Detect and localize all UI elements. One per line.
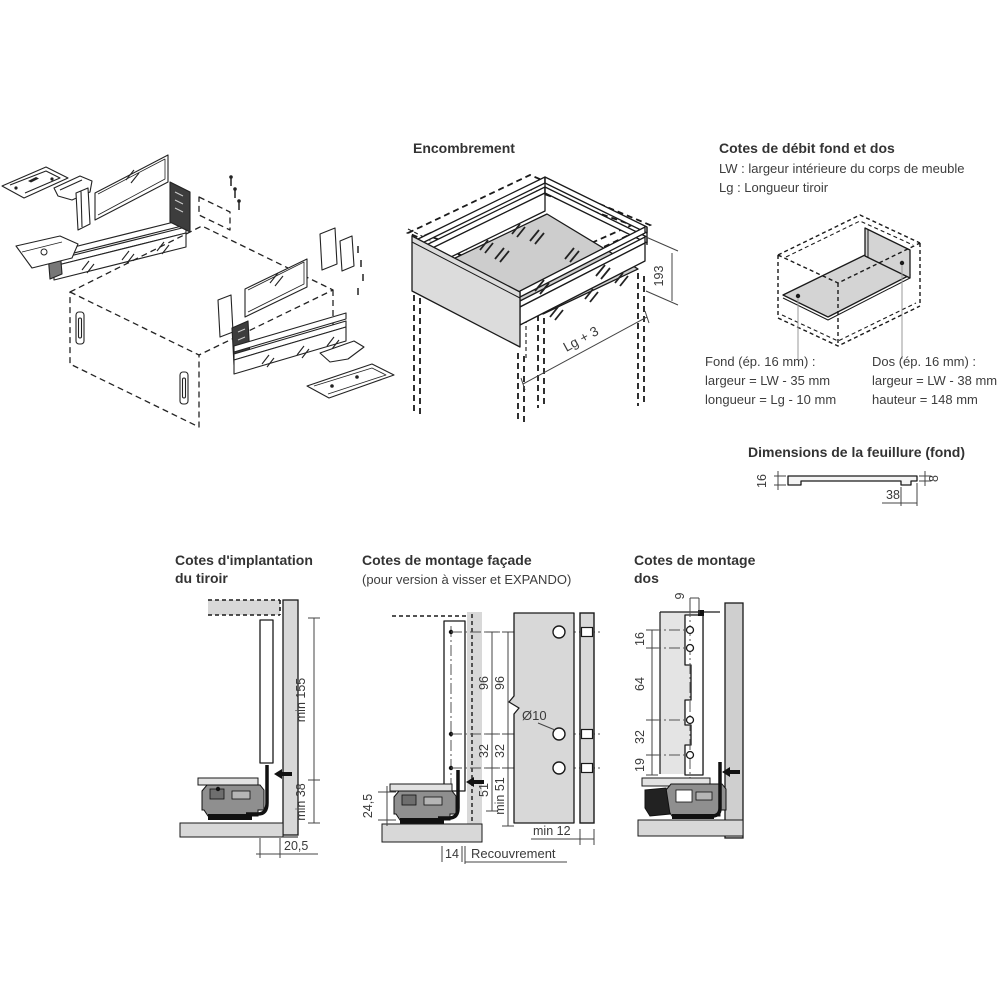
debit-def-lw: LW : largeur intérieure du corps de meuble [719, 161, 965, 176]
dim-193: 193 [652, 265, 666, 287]
dim-dos-64: 64 [633, 677, 647, 691]
debit-dos-hauteur: hauteur = 148 mm [872, 392, 978, 407]
implantation-figure [176, 588, 348, 880]
debit-fond-largeur: largeur = LW - 35 mm [705, 373, 831, 388]
facade-figure [362, 598, 610, 883]
dim-14: 14 [445, 847, 459, 861]
implantation-title-line2: du tiroir [175, 570, 228, 586]
facade-subtitle: (pour version à visser et EXPANDO) [362, 572, 572, 587]
dim-min38: min 38 [294, 783, 308, 821]
dim-lg3: Lg + 3 [560, 323, 602, 355]
debit-fond-longueur: longueur = Lg - 10 mm [705, 392, 837, 407]
facade-title: Cotes de montage façade [362, 552, 532, 568]
label-recouvrement: Recouvrement [471, 846, 556, 861]
encombrement-figure [400, 163, 695, 433]
dim-dos-32: 32 [633, 730, 647, 744]
dim-feuillure-16: 16 [755, 474, 769, 488]
dim-min51: min 51 [493, 777, 507, 815]
debit-title: Cotes de débit fond et dos [719, 140, 895, 156]
dim-dos-19: 19 [633, 758, 647, 772]
dim-hole-diameter: Ø10 [522, 708, 547, 723]
dos-title-line2: dos [634, 570, 659, 586]
exploded-assembly-figure [2, 148, 402, 440]
dim-min12: min 12 [533, 824, 571, 838]
dim-feuillure-8: 8 [927, 475, 941, 482]
dim-96-outer: 96 [493, 676, 507, 690]
feuillure-figure [750, 466, 985, 524]
dim-96-inner: 96 [477, 676, 491, 690]
encombrement-title: Encombrement [413, 140, 515, 156]
dim-32-outer: 32 [493, 744, 507, 758]
dim-245: 24,5 [361, 793, 375, 819]
dim-51: 51 [477, 783, 491, 797]
feuillure-title: Dimensions de la feuillure (fond) [748, 444, 966, 460]
dos-figure [633, 586, 808, 881]
dim-dos-9: 9 [673, 592, 687, 600]
dos-title-line1: Cotes de montage [634, 552, 756, 568]
dim-dos-16: 16 [633, 632, 647, 646]
debit-def-lg: Lg : Longueur tiroir [719, 180, 829, 195]
debit-fond-title: Fond (ép. 16 mm) : [705, 354, 816, 369]
dim-min155: min 155 [294, 677, 308, 723]
dim-205: 20,5 [284, 839, 309, 853]
dim-32-inner: 32 [477, 744, 491, 758]
debit-figure [753, 202, 978, 360]
debit-dos-title: Dos (ép. 16 mm) : [872, 354, 977, 369]
dim-feuillure-38: 38 [886, 488, 900, 502]
debit-dos-largeur: largeur = LW - 38 mm [872, 373, 998, 388]
implantation-title-line1: Cotes d'implantation [175, 552, 313, 568]
